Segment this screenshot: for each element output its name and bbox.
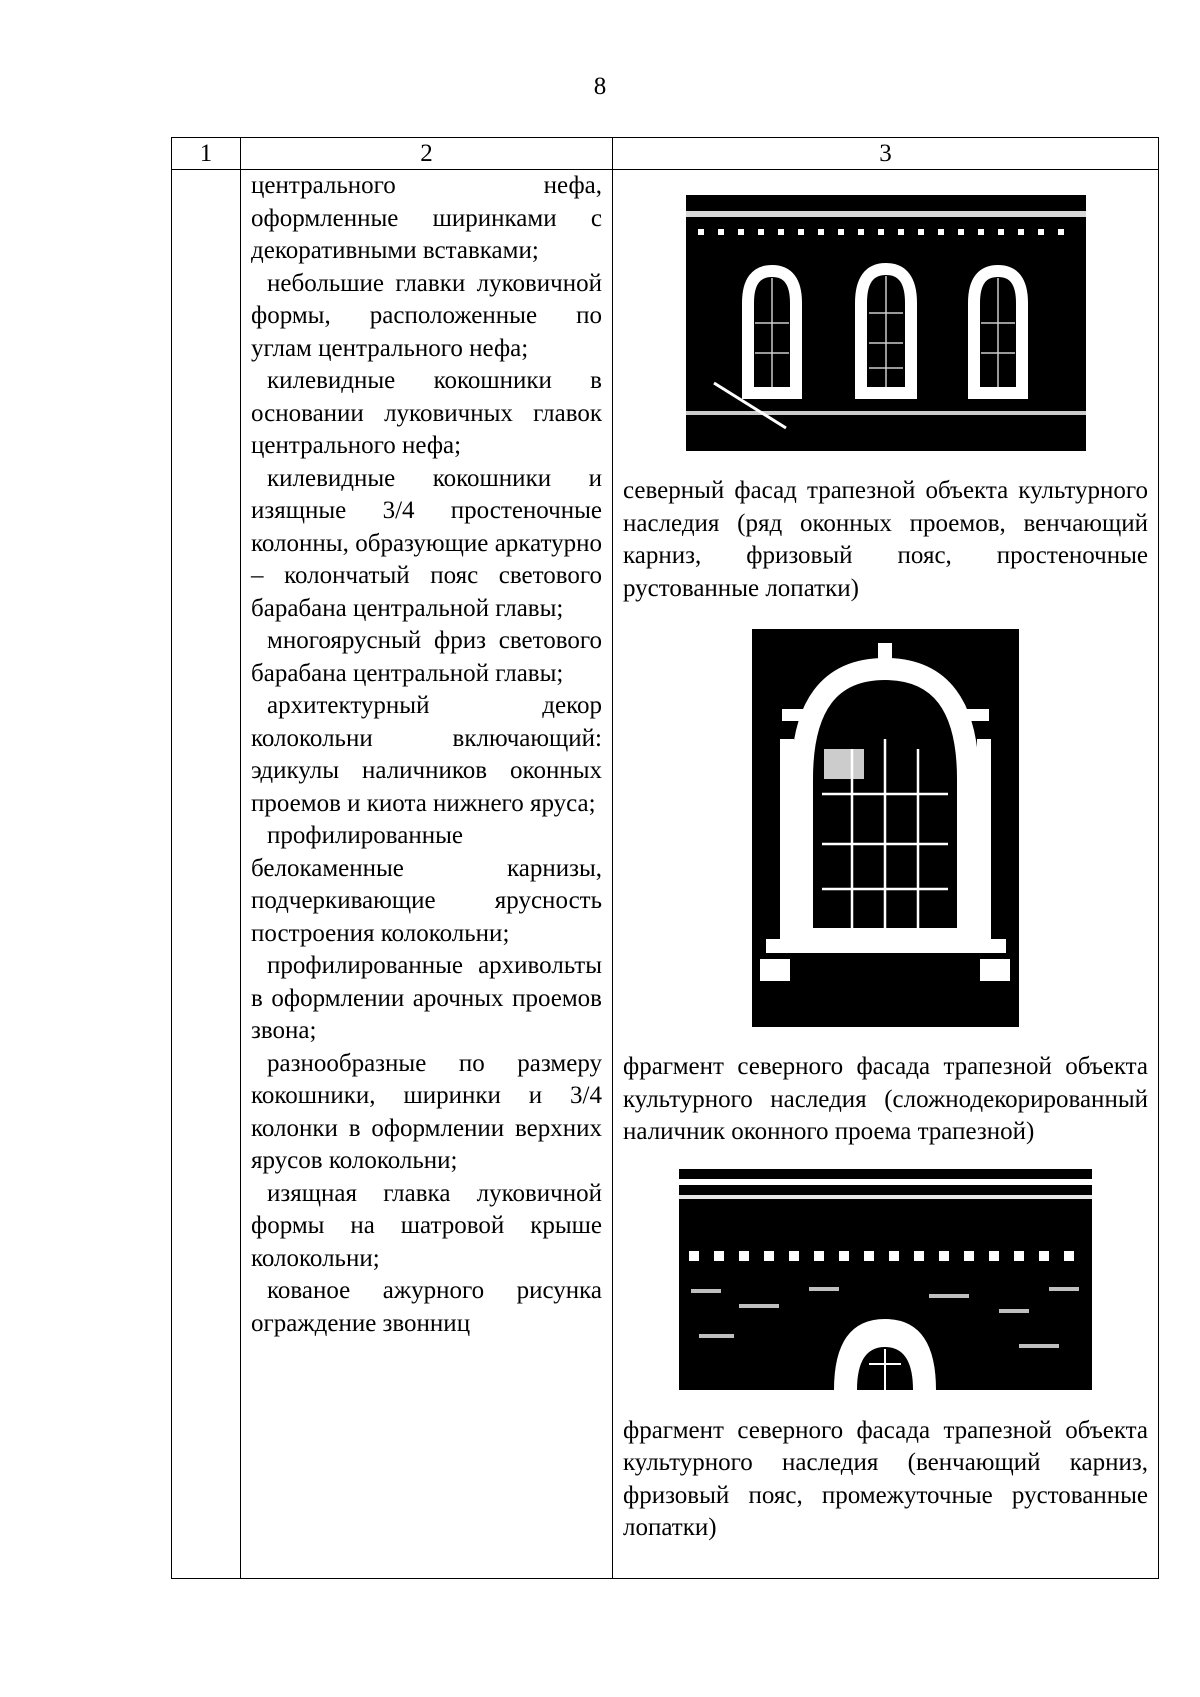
feature-entry: килевидные кокошники и изящные 3/4 простеночные колонны, образующие аркатурно – колончатый пояс светового барабана центральной главы; (251, 464, 602, 622)
photo-caption: северный фасад трапезной объекта культурного наследия (ряд оконных проемов, венчающий карниз, фризовый пояс, простеночные рустованные лопатки) (623, 477, 1148, 602)
photos-column (613, 183, 1158, 1545)
feature-entry: килевидные кокошники в основании луковичных главок центрального нефа; (251, 367, 602, 459)
header-row (172, 138, 1159, 170)
north-facade-windows-photo (686, 183, 1086, 451)
page-number: 8 (593, 73, 607, 100)
content-row (172, 170, 1159, 1579)
column-1-cell (172, 170, 241, 1579)
feature-entry: архитектурный декор колокольни включающий: эдикулы наличников оконных проемов и киота нижнего яруса; (251, 692, 602, 817)
column-header-2: 2 (241, 138, 613, 170)
feature-entry: разнообразные по размеру кокошники, ширинки и 3/4 колонки в оформлении верхних ярусов колокольни; (251, 1049, 602, 1174)
feature-entry: центрального нефа, оформленные ширинками с декоративными вставками; (251, 172, 602, 264)
feature-entry: изящная главка луковичной формы на шатровой крыше колокольни; (251, 1179, 602, 1272)
cornice-frieze-photo (679, 1159, 1092, 1390)
feature-entry: многоярусный фриз светового барабана центральной главы; (251, 627, 602, 687)
monument-features-table (171, 137, 1159, 1579)
column-2-cell (241, 170, 613, 1579)
column-3-cell (613, 170, 1159, 1579)
column-header-3: 3 (613, 138, 1159, 170)
feature-entry: профилированные архивольты в оформлении арочных проемов звона; (251, 952, 602, 1044)
feature-entry: небольшие главки луковичной формы, расположенные по углам центрального нефа; (251, 269, 602, 362)
feature-entry: кованое ажурного рисунка ограждение звонниц (251, 1277, 602, 1337)
photo-caption: фрагмент северного фасада трапезной объекта культурного наследия (сложнодекорированный наличник оконного проема трапезной) (623, 1053, 1148, 1145)
window-surround-photo (752, 629, 1019, 1027)
photo-caption: фрагмент северного фасада трапезной объекта культурного наследия (венчающий карниз, фризовый пояс, промежуточные рустованные лопатки) (623, 1416, 1148, 1541)
column-header-1: 1 (172, 138, 241, 170)
feature-entry: профилированные белокаменные карнизы, подчеркивающие ярусность построения колокольни; (251, 822, 602, 947)
features-list (241, 170, 612, 1340)
